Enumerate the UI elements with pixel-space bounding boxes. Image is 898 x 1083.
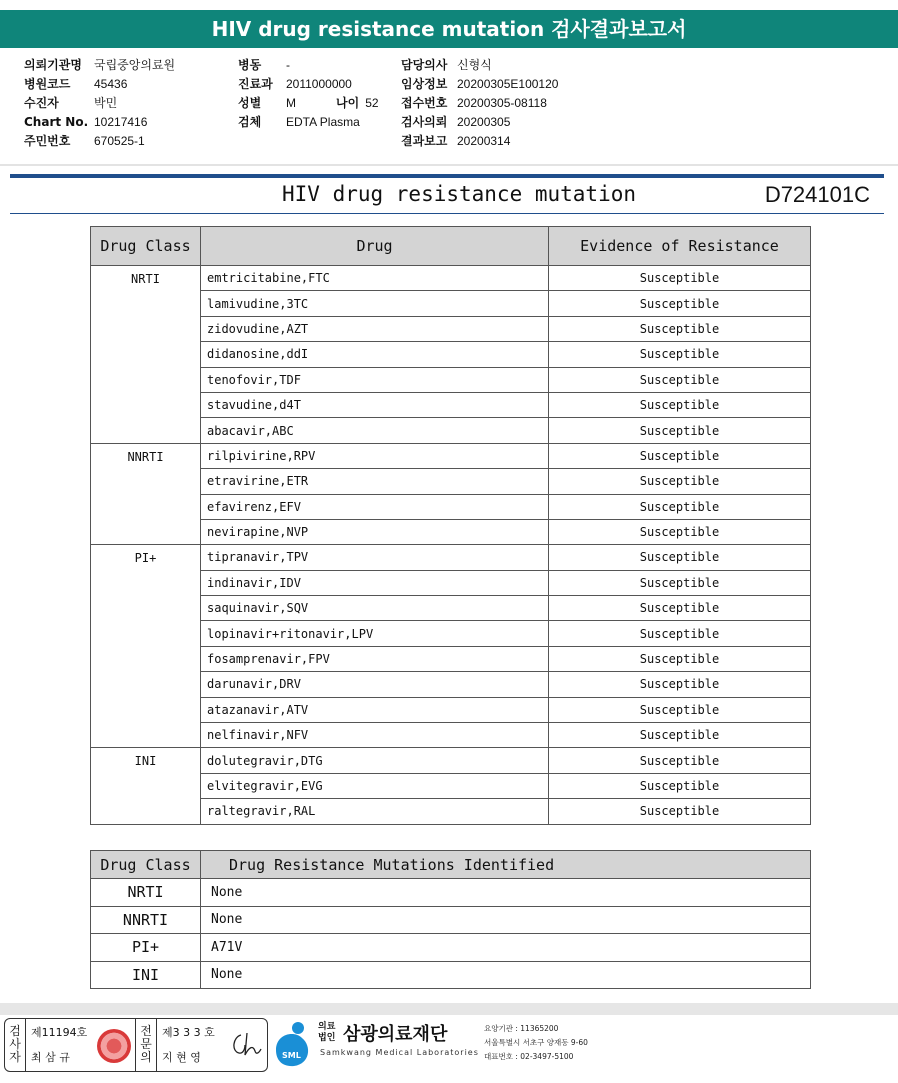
org-address	[484, 1022, 588, 1064]
info-value: 670525-1	[94, 134, 145, 148]
inspector-name: 최 삼 규	[31, 1051, 70, 1064]
age-value: 52	[365, 96, 379, 110]
divider	[25, 1019, 26, 1071]
drug-cell: didanosine,ddI	[201, 342, 549, 367]
logo-text: SML	[282, 1051, 301, 1060]
drug-class-cell: PI+	[91, 545, 201, 748]
info-value: 2011000000	[286, 77, 352, 91]
sml-logo-icon	[272, 1020, 316, 1068]
age-label: 나이	[336, 96, 360, 110]
info-row	[401, 75, 558, 94]
evidence-cell: Susceptible	[549, 291, 811, 316]
drug-class-cell: PI+	[91, 934, 201, 962]
evidence-cell: Susceptible	[549, 748, 811, 773]
evidence-cell: Susceptible	[549, 773, 811, 798]
evidence-cell: Susceptible	[549, 621, 811, 646]
evidence-cell: Susceptible	[549, 519, 811, 544]
info-row	[401, 113, 558, 132]
mutation-cell: A71V	[201, 934, 811, 962]
info-label: 성별	[238, 96, 262, 110]
info-label: 주민번호	[24, 134, 71, 148]
drug-cell: stavudine,d4T	[201, 392, 549, 417]
info-value: 20200314	[457, 134, 511, 148]
info-row	[238, 94, 379, 113]
info-value: -	[286, 58, 290, 72]
drug-cell: saquinavir,SQV	[201, 596, 549, 621]
table-row	[91, 906, 811, 934]
drug-class-cell: INI	[91, 748, 201, 824]
drug-cell: raltegravir,RAL	[201, 799, 549, 824]
table-row	[91, 748, 811, 773]
info-row	[238, 56, 379, 75]
info-value: M	[286, 96, 296, 110]
evidence-cell: Susceptible	[549, 570, 811, 595]
drug-cell: fosamprenavir,FPV	[201, 646, 549, 671]
evidence-cell: Susceptible	[549, 545, 811, 570]
info-value: 신형식	[457, 58, 492, 72]
drug-class-cell: INI	[91, 961, 201, 989]
info-label: 검사의뢰	[401, 115, 448, 129]
org-name: 삼광의료재단	[343, 1024, 448, 1045]
info-value: 국립중앙의료원	[94, 58, 176, 72]
info-row	[401, 132, 558, 151]
org-code: 요양기관 : 11365200	[484, 1024, 559, 1033]
info-value: 20200305E100120	[457, 77, 559, 91]
evidence-cell: Susceptible	[549, 799, 811, 824]
info-label: Chart No.	[24, 115, 89, 129]
evidence-cell: Susceptible	[549, 494, 811, 519]
info-label: 병원코드	[24, 77, 71, 91]
info-label: 병동	[238, 58, 262, 72]
mutation-cell: None	[201, 961, 811, 989]
info-row	[24, 132, 175, 151]
info-label: 임상정보	[401, 77, 448, 91]
divider	[10, 174, 884, 178]
drug-cell: darunavir,DRV	[201, 672, 549, 697]
table-row	[91, 934, 811, 962]
info-row	[24, 56, 175, 75]
inspector-license: 제11194호	[31, 1026, 88, 1039]
drug-class-cell: NNRTI	[91, 906, 201, 934]
org-english-name: Samkwang Medical Laboratories	[320, 1048, 479, 1057]
drug-cell: etravirine,ETR	[201, 469, 549, 494]
drug-cell: lopinavir+ritonavir,LPV	[201, 621, 549, 646]
evidence-cell: Susceptible	[549, 646, 811, 671]
evidence-cell: Susceptible	[549, 316, 811, 341]
drug-cell: dolutegravir,DTG	[201, 748, 549, 773]
info-label: 의뢰기관명	[24, 58, 82, 72]
org-address-line: 서울특별시 서초구 양재동 9-60	[484, 1038, 588, 1047]
drug-cell: tenofovir,TDF	[201, 367, 549, 392]
mutation-cell: None	[201, 906, 811, 934]
drug-cell: nelfinavir,NFV	[201, 723, 549, 748]
evidence-cell: Susceptible	[549, 469, 811, 494]
column-header-evidence: Evidence of Resistance	[549, 227, 811, 266]
mutation-cell: None	[201, 879, 811, 907]
info-column-3	[401, 56, 558, 151]
org-prefix-2: 법인	[318, 1033, 336, 1043]
org-prefix-1: 의료	[318, 1022, 336, 1032]
drug-cell: zidovudine,AZT	[201, 316, 549, 341]
section-title: HIV drug resistance mutation	[282, 182, 637, 206]
info-label: 수진자	[24, 96, 59, 110]
info-label: 담당의사	[401, 58, 448, 72]
specialist-name: 지 현 영	[162, 1051, 201, 1064]
info-row	[24, 75, 175, 94]
drug-class-cell: NRTI	[91, 879, 201, 907]
drug-cell: efavirenz,EFV	[201, 494, 549, 519]
drug-cell: lamivudine,3TC	[201, 291, 549, 316]
divider	[0, 164, 898, 166]
table-row	[91, 443, 811, 468]
info-label: 진료과	[238, 77, 273, 91]
drug-class-cell: NRTI	[91, 266, 201, 444]
evidence-cell: Susceptible	[549, 367, 811, 392]
divider	[156, 1019, 157, 1071]
table-row	[91, 545, 811, 570]
info-row	[401, 56, 558, 75]
org-prefix	[318, 1022, 335, 1044]
info-value: EDTA Plasma	[286, 115, 360, 129]
signature-icon	[227, 1029, 263, 1061]
seal-icon	[97, 1029, 131, 1063]
table-row	[91, 266, 811, 291]
signature-box	[4, 1018, 268, 1072]
evidence-cell: Susceptible	[549, 723, 811, 748]
drug-cell: indinavir,IDV	[201, 570, 549, 595]
drug-cell: tipranavir,TPV	[201, 545, 549, 570]
mutations-table	[90, 850, 811, 989]
info-row	[24, 94, 175, 113]
info-label: 접수번호	[401, 96, 448, 110]
info-row	[238, 113, 379, 132]
report-title: HIV drug resistance mutation 검사결과보고서	[0, 10, 898, 48]
info-row	[238, 75, 379, 94]
divider	[10, 213, 884, 214]
drug-cell: elvitegravir,EVG	[201, 773, 549, 798]
test-code: D724101C	[764, 182, 870, 207]
evidence-cell: Susceptible	[549, 697, 811, 722]
drug-cell: rilpivirine,RPV	[201, 443, 549, 468]
column-header-drug-class: Drug Class	[91, 227, 201, 266]
column-header-drug-class: Drug Class	[91, 851, 201, 879]
evidence-cell: Susceptible	[549, 672, 811, 697]
evidence-cell: Susceptible	[549, 266, 811, 291]
info-value: 10217416	[94, 115, 148, 129]
column-header-mutations: Drug Resistance Mutations Identified	[201, 851, 811, 879]
drug-cell: nevirapine,NVP	[201, 519, 549, 544]
evidence-cell: Susceptible	[549, 418, 811, 443]
info-column-1	[24, 56, 175, 151]
drug-class-cell: NNRTI	[91, 443, 201, 545]
info-value: 20200305-08118	[457, 96, 547, 110]
specialist-label: 전문의	[140, 1024, 152, 1064]
evidence-cell: Susceptible	[549, 596, 811, 621]
specialist-license: 제3 3 3 호	[162, 1026, 215, 1039]
divider	[135, 1019, 136, 1071]
footer-band	[0, 1003, 898, 1015]
info-row	[401, 94, 558, 113]
info-value: 45436	[94, 77, 128, 91]
drug-cell: emtricitabine,FTC	[201, 266, 549, 291]
evidence-cell: Susceptible	[549, 443, 811, 468]
inspector-label: 검사자	[9, 1024, 21, 1064]
info-column-2	[238, 56, 379, 132]
table-row	[91, 879, 811, 907]
column-header-drug: Drug	[201, 227, 549, 266]
drug-cell: abacavir,ABC	[201, 418, 549, 443]
evidence-cell: Susceptible	[549, 342, 811, 367]
info-label: 결과보고	[401, 134, 448, 148]
table-row	[91, 961, 811, 989]
info-value: 20200305	[457, 115, 511, 129]
org-phone: 대표번호 : 02-3497-5100	[484, 1052, 574, 1061]
info-row	[24, 113, 175, 132]
evidence-cell: Susceptible	[549, 392, 811, 417]
info-label: 검체	[238, 115, 262, 129]
drug-cell: atazanavir,ATV	[201, 697, 549, 722]
resistance-table	[90, 226, 811, 825]
info-value: 박민	[94, 96, 118, 110]
